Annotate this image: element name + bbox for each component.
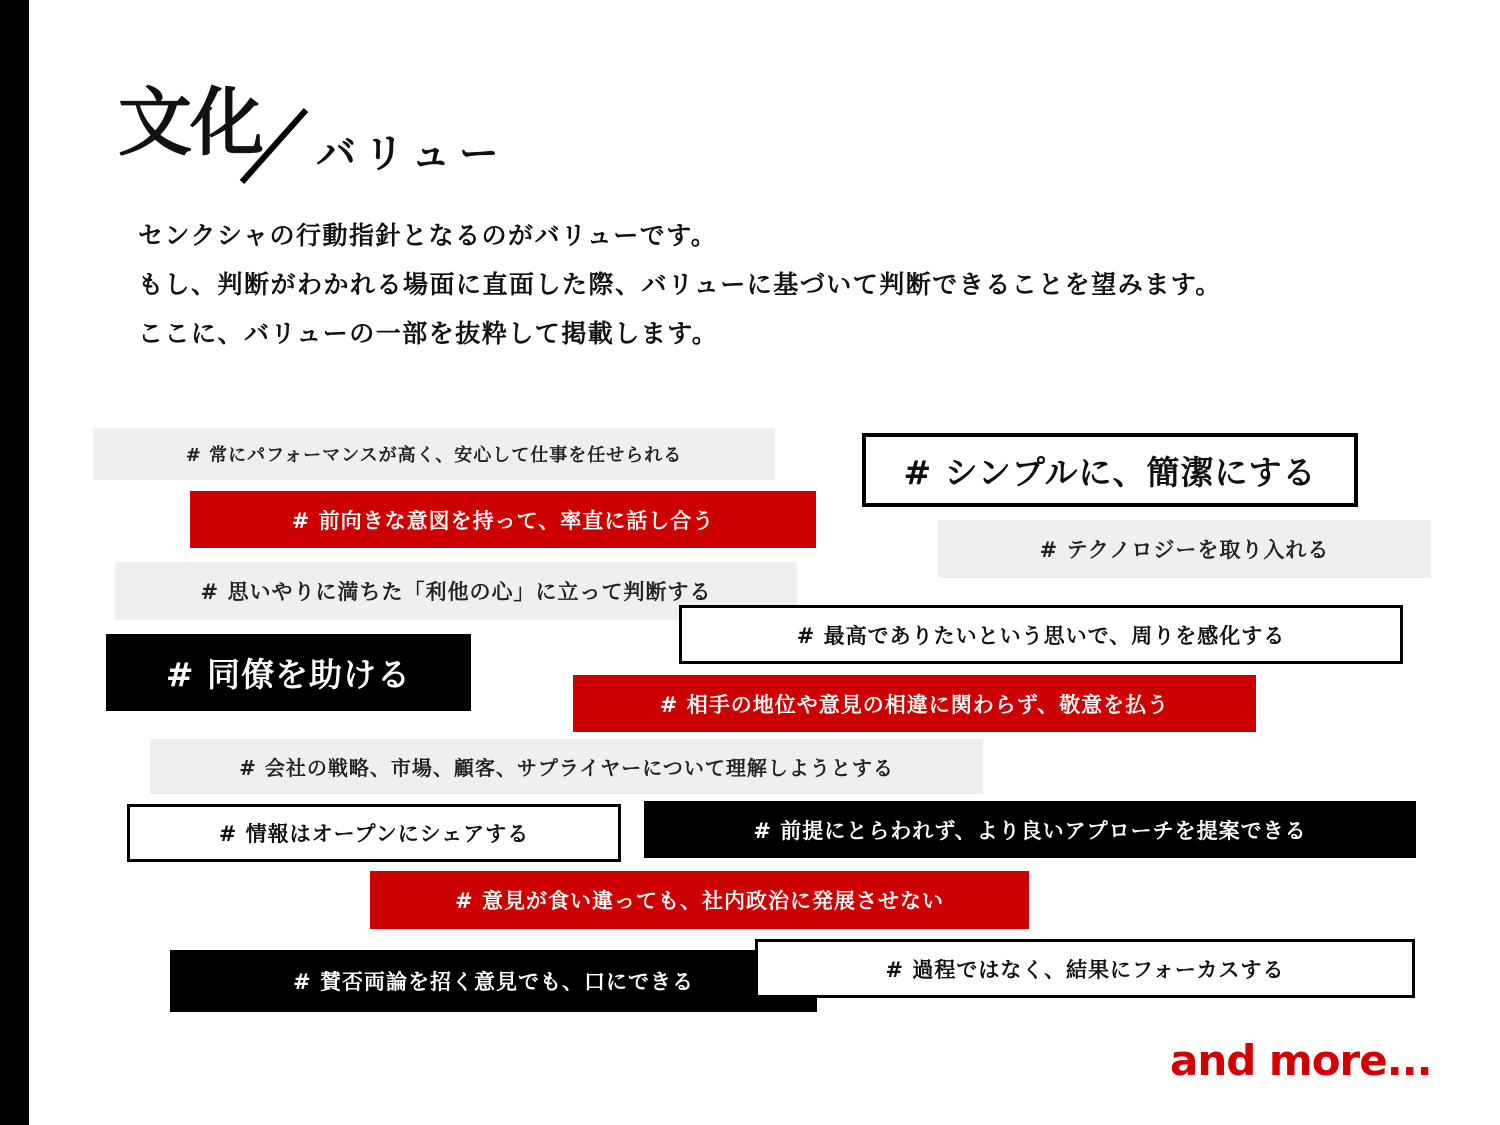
value-tag: # 会社の戦略、市場、顧客、サプライヤーについて理解しようとする <box>150 739 983 794</box>
value-tag: # 意見が食い違っても、社内政治に発展させない <box>370 871 1029 929</box>
value-tag: # テクノロジーを取り入れる <box>938 520 1431 578</box>
value-tag: # 相手の地位や意見の相違に関わらず、敬意を払う <box>573 675 1256 732</box>
value-tag: # 常にパフォーマンスが高く、安心して仕事を任せられる <box>93 428 775 480</box>
intro-line: もし、判断がわかれる場面に直面した際、バリューに基づいて判断できることを望みます。 <box>138 270 1222 299</box>
intro-text <box>138 222 1222 369</box>
intro-line: ここに、バリューの一部を抜粋して掲載します。 <box>138 319 719 348</box>
value-tag: # 同僚を助ける <box>106 634 471 711</box>
value-tag: # シンプルに、簡潔にする <box>862 433 1358 507</box>
value-tag: # 賛否両論を招く意見でも、口にできる <box>170 950 817 1012</box>
page-subtitle: バリュー <box>316 131 507 177</box>
value-tag: # 前向きな意図を持って、率直に話し合う <box>190 491 816 548</box>
page-title: 文化 <box>118 80 262 166</box>
and-more-label: and more... <box>1170 1036 1432 1085</box>
value-tag: # 思いやりに満ちた「利他の心」に立って判断する <box>115 562 797 620</box>
value-tag: # 情報はオープンにシェアする <box>127 804 621 862</box>
value-tag: # 前提にとらわれず、より良いアプローチを提案できる <box>644 801 1416 858</box>
left-edge-bar <box>0 0 29 1125</box>
title-slash-divider <box>232 106 312 186</box>
value-tag: # 過程ではなく、結果にフォーカスする <box>755 939 1415 998</box>
value-tag: # 最高でありたいという思いで、周りを感化する <box>679 605 1403 664</box>
intro-line: センクシャの行動指針となるのがバリューです。 <box>138 221 718 250</box>
